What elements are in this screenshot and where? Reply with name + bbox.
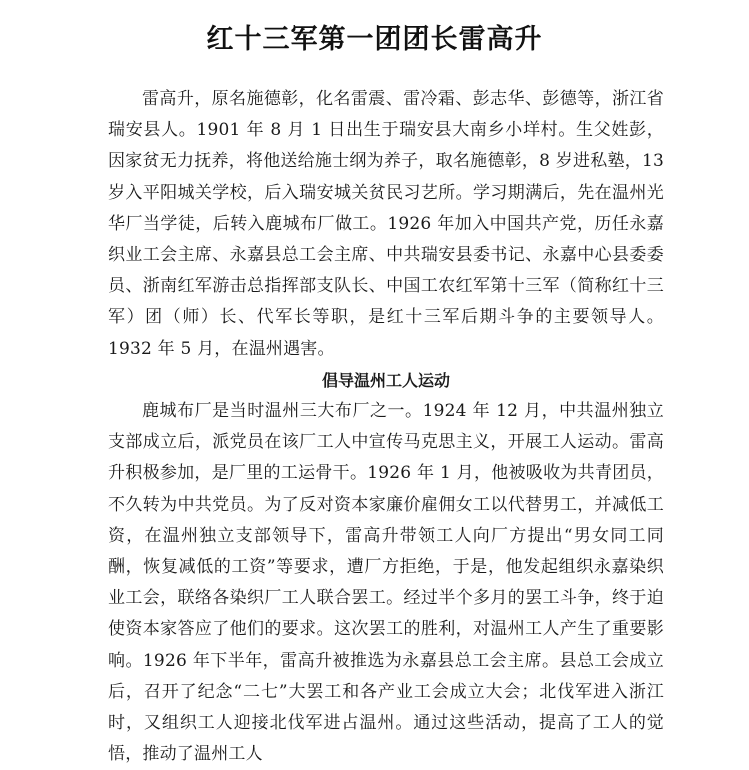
article-body [108, 84, 664, 770]
section-heading: 倡导温州工人运动 [321, 370, 450, 390]
section-paragraph: 鹿城布厂是当时温州三大布厂之一。1924 年 12 月，中共温州独立支部成立后，派党员在该厂工人中宣传马克思主义，开展工人运动。雷高升积极参加，是厂里的工运骨干。1926 年 1 月，他被吸收为共青团员，不久转为中共党员。为了反对资本家廉价雇佣女工以代替男工，并减低工资，在温州独立支部领导下，雷高升带领工人向厂方提出“男女同工同酬，恢复减低的工资”等要求，遭厂方拒绝，于是，他发起组织永嘉染织业工会，联络各染织厂工人联合罢工。经过半个多月的罢工斗争，终于迫使资本家答应了他们的要求。这次罢工的胜利，对温州工人产生了重要影响。1926 年下半年，雷高升被推选为永嘉县总工会主席。县总工会成立后，召开了纪念“二七”大罢工和各产业工会成立大会；北伐军进入浙江时，又组织工人迎接北伐军进占温州。通过这些活动，提高了工人的觉悟，推动了温州工人 [108, 401, 664, 765]
page-title: 红十三军第一团团长雷高升 [206, 24, 543, 56]
intro-paragraph: 雷高升，原名施德彰，化名雷震、雷冷霜、彭志华、彭德等，浙江省瑞安县人。1901 年 8 月 1 日出生于瑞安县大南乡小垟村。生父姓彭，因家贫无力抚养，将他送给施士纲为养子，取名施德彰，8 岁进私塾，13 岁入平阳城关学校，后入瑞安城关贫民习艺所。学习期满后，先在温州光华厂当学徒，后转入鹿城布厂做工。1926 年加入中国共产党，历任永嘉织业工会主席、永嘉县总工会主席、中共瑞安县委书记、永嘉中心县委委员、浙南红军游击总指挥部支队长、中国工农红军第十三军（简称红十三军）团（师）长、代军长等职，是红十三军后期斗争的主要领导人。1932 年 5 月，在温州遇害。 [108, 89, 664, 359]
